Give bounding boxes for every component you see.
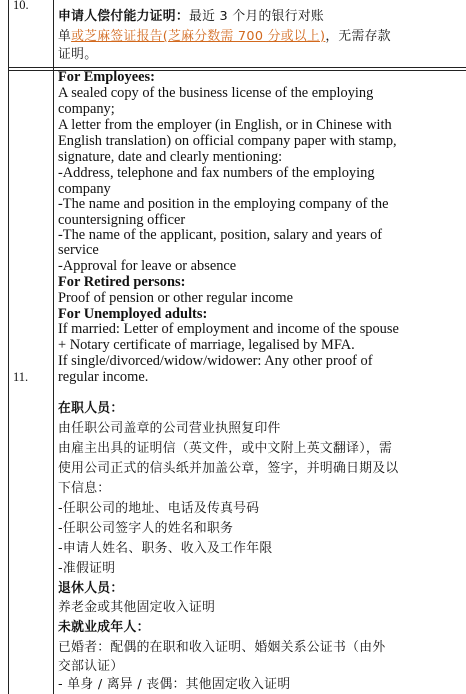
cn-line: -申请人姓名、职务、收入及工作年限 bbox=[58, 541, 273, 556]
en-line: company bbox=[58, 181, 111, 197]
en-line: English translation) on official company paper with stamp, bbox=[58, 133, 397, 149]
solvency-text-2b: ，无需存款 bbox=[325, 29, 391, 44]
cn-line: 养老金或其他固定收入证明 bbox=[58, 600, 216, 615]
row-10-line-3: 证明。 bbox=[58, 47, 98, 62]
cn-line: -准假证明 bbox=[58, 561, 116, 576]
en-line: -Approval for leave or absence bbox=[58, 258, 237, 274]
en-line: -The name of the applicant, position, salary and years of bbox=[58, 227, 383, 243]
row-divider-top bbox=[8, 67, 466, 68]
en-line: signature, date and clearly mentioning: bbox=[58, 149, 283, 165]
solvency-heading: 申请人偿付能力证明： bbox=[58, 9, 189, 24]
en-line: countersigning officer bbox=[58, 212, 186, 228]
en-line: Proof of pension or other regular income bbox=[58, 290, 293, 306]
employees-heading-cn: 在职人员： bbox=[58, 401, 124, 416]
en-line: regular income. bbox=[58, 369, 149, 385]
employees-heading-en: For Employees: bbox=[58, 69, 155, 85]
cn-line: 交部认证） bbox=[58, 659, 124, 674]
retired-heading-en: For Retired persons: bbox=[58, 274, 186, 290]
row-11-number: 11. bbox=[13, 370, 29, 384]
en-line: A sealed copy of the business license of the employing bbox=[58, 85, 374, 101]
cn-line: 由任职公司盖章的公司营业执照复印件 bbox=[58, 421, 281, 436]
cn-line: -任职公司签字人的姓名和职务 bbox=[58, 521, 234, 536]
row-10-line-2 bbox=[58, 29, 391, 45]
en-line: + Notary certificate of marriage, legalised by MFA. bbox=[58, 337, 355, 353]
cn-line: -任职公司的地址、电话及传真号码 bbox=[58, 501, 260, 516]
en-line: -Address, telephone and fax numbers of the employing bbox=[58, 165, 375, 181]
cn-line: 下信息： bbox=[58, 481, 111, 496]
cn-line: 已婚者：配偶的在职和收入证明、婚姻关系公证书（由外 bbox=[58, 640, 386, 655]
row-10-number: 10. bbox=[13, 0, 29, 12]
en-line: service bbox=[58, 242, 99, 258]
solvency-text-1: 最近 3 个月的银行对账 bbox=[188, 9, 325, 24]
solvency-text-2a: 单 bbox=[58, 29, 72, 44]
en-line: A letter from the employer (in English, or in Chinese with bbox=[58, 117, 392, 133]
table-column-divider bbox=[53, 0, 54, 694]
retired-heading-cn: 退休人员： bbox=[58, 581, 124, 596]
row-10-line-1 bbox=[58, 9, 324, 25]
sesame-credit-note: 或芝麻签证报告(芝麻分数需 700 分或以上) bbox=[71, 29, 326, 44]
unemployed-heading-cn: 未就业成年人： bbox=[58, 620, 150, 635]
en-line: company; bbox=[58, 101, 115, 117]
cn-line: 使用公司正式的信头纸并加盖公章，签字，并明确日期及以 bbox=[58, 461, 399, 476]
cn-line: 由雇主出具的证明信（英文件，或中文附上英文翻译），需 bbox=[58, 441, 393, 456]
cn-line: - 单身 / 离异 / 丧偶：其他固定收入证明 bbox=[58, 677, 291, 692]
en-line: If single/divorced/widow/widower: Any other proof of bbox=[58, 353, 373, 369]
unemployed-heading-en: For Unemployed adults: bbox=[58, 306, 208, 322]
table-left-border bbox=[8, 0, 9, 694]
en-line: If married: Letter of employment and income of the spouse bbox=[58, 321, 399, 337]
en-line: -The name and position in the employing company of the bbox=[58, 196, 389, 212]
